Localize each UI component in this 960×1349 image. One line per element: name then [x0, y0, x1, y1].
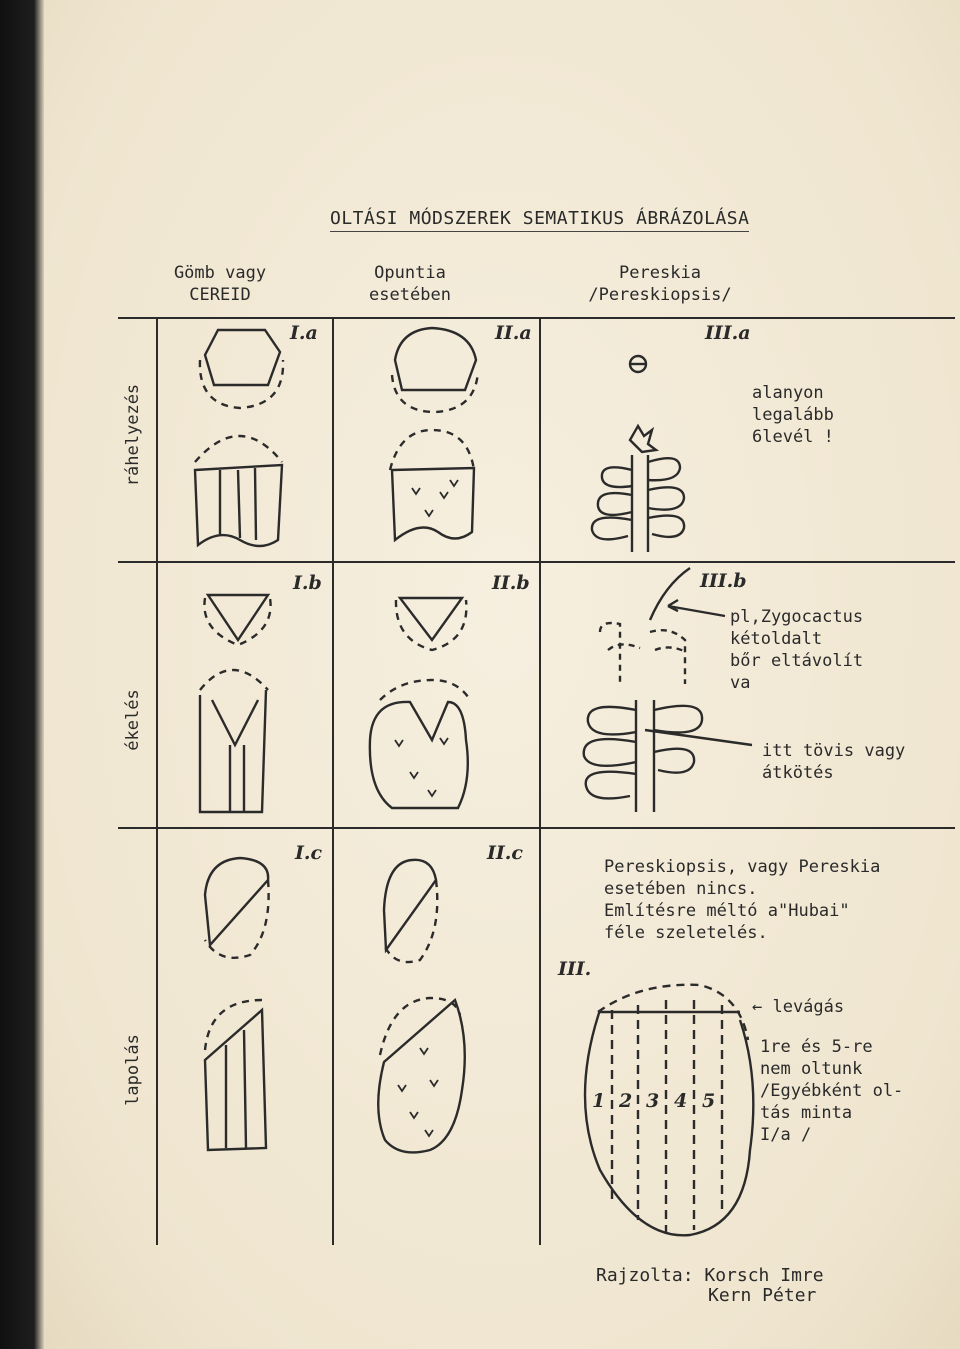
cell-label-iiib: III.b — [700, 570, 747, 592]
cell-label-iiic: III. — [558, 958, 592, 980]
note-iiib-2 — [762, 740, 905, 784]
cell-label-iiia: III.a — [705, 322, 751, 344]
row-label-2: ékelés — [123, 689, 143, 751]
slice-number-4: 4 — [674, 1090, 688, 1112]
slice-number-1: 1 — [592, 1090, 606, 1112]
drawing-ia — [195, 330, 283, 546]
note-iiic-top-line1: Pereskiopsis, vagy Pereskia — [604, 857, 881, 877]
note-iiic-top-line4: féle szeletelés. — [604, 923, 768, 943]
credit-line-1: Rajzolta: Korsch Imre — [596, 1265, 824, 1286]
row-label-1: ráhelyezés — [123, 383, 143, 487]
drawing-iiib — [584, 568, 752, 812]
note-iiic-side-line1: 1re és 5-re — [760, 1037, 873, 1057]
drawing-iic — [378, 860, 465, 1153]
drawing-iia — [390, 328, 478, 540]
cell-label-ib: I.b — [293, 572, 322, 594]
note-iiic-top — [604, 856, 880, 944]
note-iiib-1-line1: pl,Zygocactus — [730, 607, 864, 627]
slice-number-2: 2 — [619, 1090, 633, 1112]
drawing-iiic — [585, 985, 753, 1236]
note-iiic-cut: ← levágás — [752, 997, 845, 1017]
note-iiia-line1: alanyon — [752, 383, 824, 403]
slice-number-3: 3 — [646, 1090, 660, 1112]
column-header-1-line1: Gömb vagy — [173, 263, 267, 283]
note-iiib-2-line1: itt tövis vagy — [762, 741, 906, 761]
column-header-3-line1: Pereskia — [619, 263, 701, 283]
page-title: OLTÁSI MÓDSZEREK SEMATIKUS ÁBRÁZOLÁSA — [330, 208, 749, 232]
note-iiib-1 — [730, 606, 863, 694]
note-iiib-1-line4: va — [730, 673, 751, 693]
drawing-iib — [370, 598, 470, 808]
note-iiic-side — [760, 1036, 903, 1146]
note-iiic-top-line2: esetében nincs. — [604, 879, 758, 899]
column-header-2-line2: esetében — [369, 285, 451, 305]
cell-label-iia: II.a — [495, 322, 532, 344]
cell-label-iic: II.c — [487, 842, 523, 864]
column-header-1-line2: CEREID — [189, 285, 251, 305]
note-iiib-1-line2: kétoldalt — [730, 629, 823, 649]
note-iiib-2-line2: átkötés — [762, 763, 834, 783]
drawing-ib — [200, 595, 271, 812]
note-iiic-top-line3: Említésre méltó a"Hubai" — [604, 901, 850, 921]
note-iiic-side-line5: I/a / — [760, 1125, 812, 1145]
row-label-3: lapolás — [123, 1034, 143, 1106]
cell-label-ic: I.c — [295, 842, 323, 864]
note-iiic-side-line2: nem oltunk — [760, 1059, 863, 1079]
slice-number-5: 5 — [702, 1090, 716, 1112]
drawing-ic — [205, 858, 269, 1150]
column-header-2-line1: Opuntia — [374, 263, 446, 283]
note-iiib-1-line3: bőr eltávolít — [730, 651, 864, 671]
note-iiia — [752, 382, 834, 448]
note-iiia-line3: 6levél ! — [752, 427, 834, 447]
note-iiic-side-line4: tás minta — [760, 1103, 853, 1123]
cell-label-ia: I.a — [290, 322, 318, 344]
column-header-3-line2: /Pereskiopsis/ — [588, 285, 732, 305]
note-iiia-line2: legalább — [752, 405, 834, 425]
credit-line-2: Kern Péter — [708, 1285, 817, 1306]
drawing-iiia — [592, 356, 684, 552]
note-iiic-side-line3: /Egyébként ol- — [760, 1081, 904, 1101]
cell-label-iib: II.b — [492, 572, 530, 594]
